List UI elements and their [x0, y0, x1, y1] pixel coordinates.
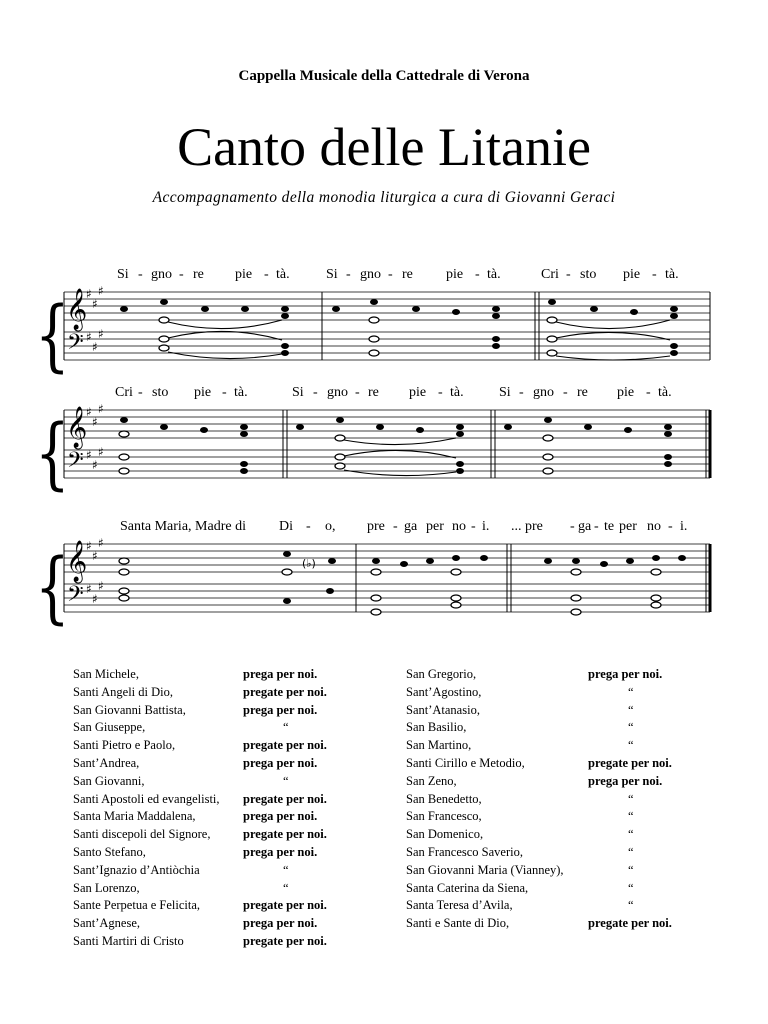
svg-text:♯: ♯	[86, 448, 92, 462]
lyric-syllable: Si	[326, 267, 338, 282]
response-text: “	[283, 862, 289, 877]
response-text: prega per noi.	[243, 755, 318, 770]
page-title: Canto delle Litanie	[177, 117, 591, 177]
saint-name: San Giovanni,	[73, 773, 145, 788]
response-text: pregate per noi.	[243, 827, 327, 842]
response-text: “	[628, 827, 634, 842]
lyric-syllable: re	[193, 267, 204, 282]
key-signature-icon	[86, 536, 104, 606]
svg-text:♯: ♯	[86, 539, 92, 553]
lyric-syllable: tà.	[487, 267, 501, 282]
saint-name: Santa Teresa d’Avila,	[406, 898, 513, 913]
lyrics-line-2	[115, 385, 672, 400]
saint-name: San Francesco,	[406, 809, 482, 824]
bass-staff	[64, 450, 710, 478]
litany-row	[73, 880, 393, 898]
lyric-syllable: ... pre	[511, 519, 543, 534]
brace-icon: {	[35, 542, 70, 633]
lyric-syllable: pie	[235, 267, 253, 282]
saint-name: Santa Maria Maddalena,	[73, 809, 196, 824]
saint-name: San Domenico,	[406, 827, 484, 842]
response-text: prega per noi.	[243, 809, 318, 824]
litany-list-right	[406, 666, 738, 933]
score-system-1	[0, 260, 768, 381]
lyric-syllable: Si	[117, 267, 129, 282]
lyric-syllable: -	[138, 385, 143, 400]
response-text: pregate per noi.	[243, 898, 327, 913]
response-text: pregate per noi.	[588, 916, 672, 931]
litany-row	[73, 791, 393, 809]
litany-row	[73, 666, 393, 684]
saint-name: San Gregorio,	[406, 667, 477, 681]
lyric-syllable: pre	[367, 519, 385, 534]
brace-icon: {	[35, 408, 70, 499]
litany-row	[73, 684, 393, 702]
litany-row	[406, 791, 738, 809]
lyric-syllable: gno	[360, 267, 381, 282]
lyric-syllable: -	[222, 385, 227, 400]
response-text: “	[628, 898, 634, 913]
bass-staff	[64, 584, 710, 612]
litany-row	[73, 826, 393, 844]
response-text: “	[283, 773, 289, 788]
litany-row	[406, 755, 738, 773]
lyric-syllable: pie	[194, 385, 212, 400]
brace-icon: {	[35, 290, 70, 381]
lyric-syllable: o,	[325, 519, 336, 534]
litany-row	[406, 684, 738, 702]
svg-text:♯: ♯	[86, 330, 92, 344]
lyric-syllable: gno	[151, 267, 172, 282]
litany-row	[406, 897, 738, 915]
response-text: prega per noi.	[243, 702, 318, 717]
lyric-syllable: ga	[404, 519, 418, 534]
litany-row	[73, 737, 393, 755]
lyric-syllable: Di	[279, 519, 293, 534]
lyric-syllable: sto	[580, 267, 597, 282]
litany-row	[73, 755, 393, 773]
treble-staff	[64, 292, 710, 320]
lyric-syllable: -	[306, 519, 311, 534]
saint-name: Santa Caterina da Siena,	[406, 880, 529, 895]
saint-name: Santi e Sante di Dio,	[406, 916, 510, 931]
lyric-syllable: -	[519, 385, 524, 400]
bass-clef-icon: 𝄢	[67, 582, 84, 612]
response-text: “	[628, 738, 634, 753]
litany-row	[406, 862, 738, 880]
notes-system-3	[118, 551, 686, 615]
saint-name: Santi Apostoli ed evangelisti,	[73, 791, 220, 806]
svg-text:♯: ♯	[86, 287, 92, 301]
saint-name: Sant’Andrea,	[73, 755, 140, 770]
lyric-syllable: -	[563, 385, 568, 400]
lyric-syllable: -	[566, 267, 571, 282]
saint-name: Sant’Ignazio d’Antiòchia	[73, 862, 200, 877]
lyric-syllable: tà.	[450, 385, 464, 400]
lyric-syllable: pie	[617, 385, 635, 400]
response-text: “	[628, 844, 634, 859]
litany-row	[406, 702, 738, 720]
treble-clef-icon: 𝄞	[66, 289, 88, 330]
saint-name: San Michele,	[73, 667, 139, 681]
saint-name: San Giovanni Maria (Vianney),	[406, 862, 564, 877]
key-signature-icon	[86, 284, 104, 354]
lyric-syllable: -	[668, 519, 673, 534]
response-text: prega per noi.	[243, 667, 318, 681]
svg-text:♯: ♯	[98, 327, 104, 341]
lyric-syllable: Si	[292, 385, 304, 400]
svg-text:♯: ♯	[98, 402, 104, 416]
chapel-name: Cappella Musicale della Cattedrale di Verona	[238, 68, 530, 84]
lyric-syllable: pie	[409, 385, 427, 400]
bass-clef-icon: 𝄢	[67, 448, 84, 478]
response-text: prega per noi.	[588, 667, 663, 681]
svg-text:♯: ♯	[92, 458, 98, 472]
lyric-syllable: -	[388, 267, 393, 282]
lyric-syllable: tà.	[658, 385, 672, 400]
litany-row	[406, 880, 738, 898]
svg-text:♯: ♯	[86, 582, 92, 596]
svg-text:♯: ♯	[92, 592, 98, 606]
treble-staff	[64, 410, 710, 438]
saint-name: Santo Stefano,	[73, 844, 146, 859]
lyric-syllable: -	[438, 385, 443, 400]
litany-list-left	[73, 666, 393, 951]
bass-clef-icon: 𝄢	[67, 330, 84, 360]
saint-name: Santi discepoli del Signore,	[73, 827, 211, 842]
svg-text:♯: ♯	[86, 405, 92, 419]
saint-name: Santi Angeli di Dio,	[73, 684, 173, 699]
lyric-syllable: Si	[499, 385, 511, 400]
litany-row	[73, 844, 393, 862]
response-text: “	[283, 880, 289, 895]
lyric-syllable: re	[368, 385, 379, 400]
lyric-syllable: Cri	[115, 385, 133, 400]
lyric-syllable: sto	[152, 385, 169, 400]
lyric-syllable: re	[402, 267, 413, 282]
response-text: “	[628, 720, 634, 735]
svg-text:♯: ♯	[92, 297, 98, 311]
litany-row	[406, 826, 738, 844]
lyric-syllable: -	[475, 267, 480, 282]
saint-name: San Giovanni Battista,	[73, 702, 186, 717]
saint-name: San Benedetto,	[406, 791, 482, 806]
lyric-syllable: Santa Maria, Madre di	[120, 519, 246, 534]
lyric-syllable: tà.	[665, 267, 679, 282]
lyric-syllable: pie	[623, 267, 641, 282]
lyric-syllable: per	[619, 519, 637, 534]
lyric-syllable: i.	[482, 519, 490, 534]
lyric-syllable: pie	[446, 267, 464, 282]
saint-name: San Lorenzo,	[73, 880, 140, 895]
lyric-syllable: -	[393, 519, 398, 534]
response-text: pregate per noi.	[243, 684, 327, 699]
lyric-syllable: i.	[680, 519, 688, 534]
lyric-syllable: -	[179, 267, 184, 282]
response-text: prega per noi.	[588, 773, 663, 788]
litany-row	[73, 702, 393, 720]
response-text: pregate per noi.	[588, 755, 672, 770]
svg-text:♯: ♯	[92, 415, 98, 429]
lyric-syllable: no	[452, 519, 466, 534]
lyric-syllable: -	[646, 385, 651, 400]
litany-row	[406, 808, 738, 826]
litany-row	[73, 719, 393, 737]
svg-text:♯: ♯	[92, 340, 98, 354]
litany-row	[406, 666, 738, 684]
litany-row	[406, 719, 738, 737]
notes-system-1	[120, 299, 678, 360]
saint-name: San Francesco Saverio,	[406, 844, 523, 859]
lyric-syllable: te	[604, 519, 615, 534]
score-system-3	[0, 512, 768, 633]
litany-row	[406, 844, 738, 862]
response-text: “	[628, 791, 634, 806]
litany-row	[73, 915, 393, 933]
lyric-syllable: gno	[533, 385, 554, 400]
treble-staff	[64, 544, 710, 572]
svg-text:♯: ♯	[98, 445, 104, 459]
lyric-syllable: tà.	[234, 385, 248, 400]
lyrics-line-1	[117, 267, 679, 282]
response-text: “	[628, 702, 634, 717]
response-text: prega per noi.	[243, 916, 318, 931]
lyric-syllable: -	[471, 519, 476, 534]
saint-name: San Martino,	[406, 738, 472, 753]
notes-system-2	[119, 417, 672, 476]
lyric-syllable: -	[264, 267, 269, 282]
lyric-syllable: -	[594, 519, 599, 534]
saint-name: San Zeno,	[406, 773, 457, 788]
saint-name: San Giuseppe,	[73, 720, 146, 735]
response-text: pregate per noi.	[243, 933, 327, 948]
saint-name: San Basilio,	[406, 720, 467, 735]
svg-text:♯: ♯	[92, 549, 98, 563]
litany-row	[73, 773, 393, 791]
litany-row	[73, 862, 393, 880]
saint-name: Sant’Atanasio,	[406, 702, 480, 717]
lyric-syllable: Cri	[541, 267, 559, 282]
lyric-syllable: tà.	[276, 267, 290, 282]
lyric-syllable: -	[355, 385, 360, 400]
lyric-syllable: -	[313, 385, 318, 400]
litany-row	[406, 737, 738, 755]
response-text: pregate per noi.	[243, 738, 327, 753]
lyric-syllable: ga	[578, 519, 592, 534]
response-text: prega per noi.	[243, 844, 318, 859]
lyric-syllable: gno	[327, 385, 348, 400]
page-subtitle: Accompagnamento della monodia liturgica a cura di Giovanni Geraci	[152, 189, 616, 206]
saint-name: Santi Pietro e Paolo,	[73, 738, 176, 753]
lyric-syllable: re	[577, 385, 588, 400]
litany-row	[406, 915, 738, 933]
lyric-syllable: -	[138, 267, 143, 282]
saint-name: Sant’Agnese,	[73, 916, 140, 931]
svg-text:♯: ♯	[98, 284, 104, 298]
response-text: “	[283, 720, 289, 735]
response-text: pregate per noi.	[243, 791, 327, 806]
score-system-2	[0, 378, 768, 499]
response-text: “	[628, 684, 634, 699]
lyric-syllable: -	[570, 519, 575, 534]
key-signature-icon	[86, 402, 104, 472]
treble-clef-icon: 𝄞	[66, 407, 88, 448]
svg-text:♯: ♯	[98, 579, 104, 593]
response-text: “	[628, 862, 634, 877]
treble-clef-icon: 𝄞	[66, 541, 88, 582]
saint-name: Santi Martiri di Cristo	[73, 933, 184, 948]
saint-name: Sant’Agostino,	[406, 684, 482, 699]
litany-row	[73, 933, 393, 951]
lyric-syllable: -	[652, 267, 657, 282]
lyric-syllable: -	[346, 267, 351, 282]
lyrics-line-3	[120, 519, 687, 534]
response-text: “	[628, 809, 634, 824]
litany-row	[406, 773, 738, 791]
litany-row	[73, 897, 393, 915]
saint-name: Santi Cirillo e Metodio,	[406, 755, 525, 770]
svg-text:♯: ♯	[98, 536, 104, 550]
svg-text:(♭): (♭)	[302, 557, 316, 570]
litany-row	[73, 808, 393, 826]
saint-name: Sante Perpetua e Felicita,	[73, 898, 201, 913]
response-text: “	[628, 880, 634, 895]
lyric-syllable: no	[647, 519, 661, 534]
lyric-syllable: per	[426, 519, 444, 534]
